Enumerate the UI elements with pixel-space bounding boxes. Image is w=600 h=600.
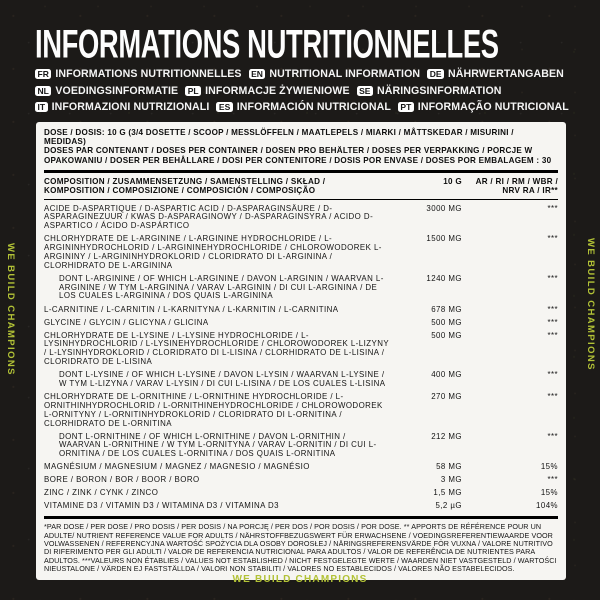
language-item-it	[35, 101, 209, 113]
ingredient-name: ZINC / ZINK / CYNK / ZINCO	[44, 488, 159, 498]
ingredient-amount: 678 MG	[431, 304, 462, 314]
ingredient-amount: 270 MG	[431, 392, 462, 401]
ingredient-name: DONT L-LYSINE / OF WHICH L-LYSINE / DAVON L-LYSIN / WAARVAN L-LYSINE / W TYM L-LIZYNA / VARAV L-LYSIN / DI CUI L-LISINA / DE LOS CUALES L-LISINA	[59, 370, 386, 388]
language-badge-es: ES	[216, 102, 232, 112]
language-item-en	[249, 68, 421, 80]
ingredient-name: DONT L-ORNITHINE / OF WHICH L-ORNITHINE / DAVON L-ORNITHIN / WAARVAN L-ORNITHINE / W TYM L-ORNITYNA / VARAV L-ORNITIN / DI CUI L-ORNITINA / DE LOS CUALES L-ORNITINA / DOS QUAIS L-ORNITINA	[59, 431, 377, 459]
column-header-amount: 10 G	[443, 176, 462, 186]
language-item-fr	[35, 68, 242, 80]
language-row	[35, 68, 580, 80]
ingredient-nrv: ***	[547, 234, 558, 244]
ingredient-amount: 212 MG	[431, 431, 462, 441]
ingredient-amount: 1500 MG	[426, 234, 462, 244]
ingredient-amount: 400 MG	[431, 370, 462, 380]
ingredient-amount: 3 MG	[440, 475, 462, 485]
language-label-de: NÄHRWERTANGABEN	[448, 68, 564, 80]
table-header	[44, 177, 558, 195]
ingredient-amount: 3000 MG	[426, 203, 462, 213]
ingredient-amount: 58 MG	[436, 462, 462, 472]
language-label-it: INFORMAZIONI NUTRIZIONALI	[51, 101, 210, 113]
divider-thin	[44, 199, 558, 200]
ingredient-name: GLYCINE / GLYCIN / GLICYNA / GLICINA	[44, 317, 209, 327]
ingredient-nrv: 15%	[540, 488, 558, 498]
language-item-nl	[35, 85, 178, 97]
table-row	[44, 502, 558, 511]
table-row	[44, 205, 558, 232]
ingredient-amount: 5,2 µG	[435, 501, 462, 511]
language-item-pt	[398, 101, 569, 113]
language-badge-it: IT	[35, 102, 48, 112]
language-badge-pl: PL	[185, 86, 201, 96]
language-label-fr: INFORMATIONS NUTRITIONNELLES	[55, 68, 242, 80]
table-row	[44, 235, 558, 270]
ingredient-nrv: ***	[547, 431, 558, 441]
ingredient-nrv: ***	[547, 475, 558, 485]
language-badge-pt: PT	[398, 102, 414, 112]
page-title: INFORMATIONS NUTRITIONNELLES	[35, 22, 499, 67]
language-item-es	[216, 101, 390, 113]
ingredient-nrv: ***	[547, 203, 558, 213]
ingredient-name: CHLORHYDRATE DE L-ORNITHINE / L-ORNITHINE HYDROCHLORIDE / L-ORNITHINHYDROCHLORID / L-ORNITHINEHYDROCHLORIDE / CHLOROWODOREK L-ORNITYNY / L-ORNITINHYDROKLORID / CLORIDRATO DI L-ORNITINA / CLORHIDRATO DE L-ORNITINA	[44, 392, 383, 428]
language-translations	[35, 68, 580, 118]
dose-line-servings-per-container: DOSES PAR CONTENANT / DOSES PER CONTAINER / DOSEN PRO BEHÄLTER / DOSES PER VERPAKKING / PORCJE W OPAKOWANIU / DOSER PER BEHÅLLARE / DOSI PER CONTENITORE / DOSIS POR ENVASE / DOSES POR EMBALAGEM : 30	[44, 146, 552, 165]
table-row	[44, 319, 558, 328]
language-row	[35, 101, 580, 113]
ingredient-nrv: ***	[547, 317, 558, 327]
ingredient-name: CHLORHYDRATE DE L-LYSINE / L-LYSINE HYDROCHLORIDE / L-LYSINHYDROCHLORID / L-LYSINEHYDROCHLORIDE / CHLOROWODOREK L-LIZYNY / L-LYSINHYDROKLORID / CLORIDRATO DI L-LISINA / CLORHIDRATO DE L-LISINA / CLORIDRATO DE L-LISINA	[44, 330, 389, 367]
ingredient-nrv: 104%	[536, 501, 558, 511]
language-item-se	[357, 85, 502, 97]
language-label-en: NUTRITIONAL INFORMATION	[269, 68, 421, 80]
ingredient-nrv: ***	[547, 330, 558, 340]
language-label-pl: INFORMACJE ŻYWIENIOWE	[205, 84, 350, 97]
table-row	[44, 476, 558, 485]
table-subrow	[44, 275, 558, 302]
ingredient-amount: 500 MG	[431, 330, 462, 340]
language-badge-nl: NL	[35, 86, 51, 96]
ingredient-name: VITAMINE D3 / VITAMIN D3 / WITAMINA D3 / VITAMINA D3	[44, 501, 280, 511]
ingredient-nrv: ***	[547, 273, 558, 283]
divider-thick	[44, 170, 558, 173]
language-badge-en: EN	[249, 69, 266, 79]
language-label-se: NÄRINGSINFORMATION	[376, 84, 502, 97]
nutrition-facts-panel	[36, 122, 566, 580]
language-row	[35, 85, 580, 97]
table-subrow	[44, 433, 558, 460]
language-item-de	[427, 68, 564, 80]
dose-info	[44, 128, 558, 165]
ingredient-name: ACIDE D-ASPARTIQUE / D-ASPARTIC ACID / D-ASPARAGINSÄURE / D-ASPARAGINEZUUR / KWAS D-ASPARAGINOWY / D-ASPARAGINSYRA / ACIDO D-ASPARTICO / ÁCIDO D-ASPÁRTICO	[44, 203, 374, 231]
column-header-composition: COMPOSITION / ZUSAMMENSETZUNG / SAMENSTELLING / SKŁAD / KOMPOSITION / COMPOSIZIONE / COMPOSICIÓN / COMPOSIÇÃO	[44, 176, 326, 196]
side-slogan-left: WE BUILD CHAMPIONS	[5, 243, 16, 376]
ingredient-name: CHLORHYDRATE DE L-ARGININE / L-ARGININE HYDROCHLORIDE / L-ARGININHYDROCHLORID / L-ARGININEHYDROCHLORIDE / CHLOROWODOREK L-ARGININY / L-ARGININHYDROKLORID / CLORIDRATO DI L-ARGININA / CLORHIDRATO DE L-ARGININA	[44, 234, 382, 270]
side-slogan-right: WE BUILD CHAMPIONS	[585, 238, 596, 371]
ingredient-nrv: 15%	[540, 462, 558, 472]
language-label-pt: INFORMAÇÃO NUTRICIONAL	[417, 101, 569, 113]
table-row	[44, 463, 558, 472]
language-label-nl: VOEDINGSINFORMATIE	[55, 84, 179, 97]
ingredient-name: MAGNÉSIUM / MAGNESIUM / MAGNEZ / MAGNESIO / MAGNÉSIO	[44, 462, 310, 472]
ingredient-name: DONT L-ARGININE / OF WHICH L-ARGININE / DAVON L-ARGININ / WAARVAN L-ARGININE / W TYM L-ARGININA / VARAV L-ARGININ / DI CUI L-ARGININA / DE LOS CUALES L-ARGININA / DOS QUAIS L-ARGININA	[59, 273, 384, 301]
table-subrow	[44, 371, 558, 389]
ingredient-amount: 500 MG	[431, 317, 462, 327]
ingredient-nrv: ***	[547, 304, 558, 314]
ingredient-nrv: ***	[547, 370, 558, 380]
table-row	[44, 306, 558, 315]
language-label-es: INFORMACIÓN NUTRICIONAL	[236, 101, 391, 113]
language-item-pl	[185, 85, 349, 97]
ingredient-name: L-CARNITINE / L-CARNITIN / L-KARNITYNA / L-KARNITIN / L-CARNITINA	[44, 304, 339, 314]
footnote-text: *PAR DOSE / PER DOSE / PRO DOSIS / PER DOSIS / NA PORCJĘ / PER DOS / POR DOSIS / POR DOSE. ** APPORTS DE RÉFÉRENCE POUR UN ADULTE/ NUTRIENT REFERENCE VALUE FOR ADULTS / NÄHRSTOFFBEZUGSWERT FÜR ERWACHSENE / VOEDINGSREFERENTIEWAARDE VOOR VOLWASSENEN / REFERENCYJNA WARTOŚĆ SPOŻYCIA DLA OSOBY DOROSŁEJ / NÄRINGSREFERENSVÄRDE FÖR VUXNA / VALORE NUTRITIVO DI RIFERIMENTO PER GLI ADULTI / VALOR DE REFERENCIA NUTRICIONAL PARA ADULTOS / VALOR DE REFERÊNCIA DE NUTRIENTES PARA ADULTOS. ***VALEURS NON ÉTABLIES / VALUES NOT ESTABLISHED / NICHT FESTGELEGTE WERTE / WAARDEN NIET VASTGESTELD / WARTOŚCI NIEUSTALONE / VÄRDEN EJ FASTSTÄLLDA / VALORI NON STABILITI / VALORES NO ESTABLECIDOS / VALORES NÃO ESTABELECIDOS.	[44, 522, 557, 573]
ingredient-amount: 1,5 MG	[433, 488, 462, 498]
language-badge-fr: FR	[35, 69, 51, 79]
table-row	[44, 489, 558, 498]
ingredient-nrv: ***	[547, 392, 558, 401]
divider-thick	[44, 516, 558, 519]
column-header-nrv-line1: AR / RI / RM / WBR /	[475, 176, 558, 186]
language-badge-de: DE	[427, 69, 444, 79]
bottom-slogan: WE BUILD CHAMPIONS	[232, 574, 368, 585]
column-header-nrv	[462, 177, 558, 195]
ingredient-table	[44, 205, 558, 512]
language-badge-se: SE	[357, 86, 373, 96]
column-header-nrv-line2: NRV RA / IR**	[502, 186, 558, 196]
dose-line-serving: DOSE / DOSIS: 10 G (3/4 DOSETTE / SCOOP / MESSLÖFFELN / MAATLEPELS / MIARKI / MÅTTSKEDAR / MISURINI / MEDIDAS)	[44, 128, 514, 147]
ingredient-amount: 1240 MG	[426, 273, 462, 283]
table-row	[44, 393, 558, 428]
ingredient-name: BORE / BORON / BOR / BOOR / BORO	[44, 475, 200, 485]
table-row	[44, 332, 558, 367]
